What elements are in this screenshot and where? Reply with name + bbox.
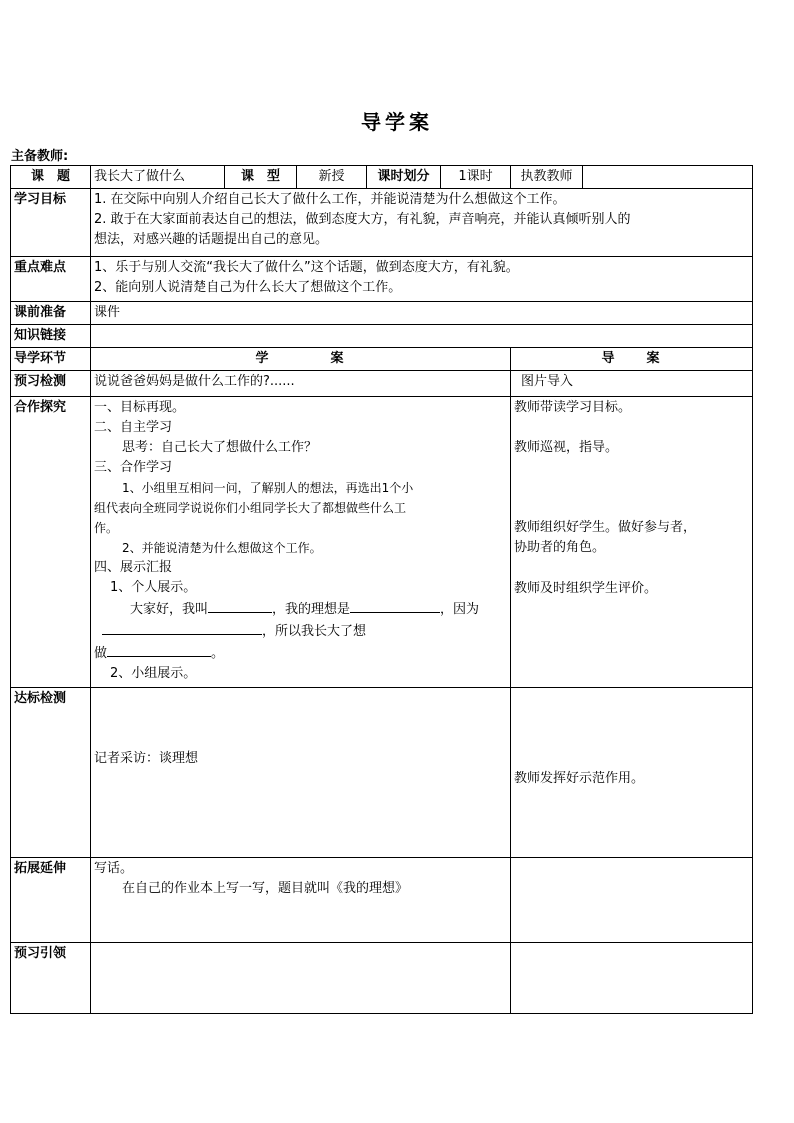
lesson-plan-table (10, 165, 753, 1014)
explore-line: 一、目标再现。 (94, 400, 186, 415)
fill-in-text: ，所以我长大了想 (262, 624, 367, 639)
key-points-label: 重点难点 (11, 257, 91, 302)
next-row (11, 943, 753, 1014)
lead-teacher-label: 主备教师: (11, 149, 69, 164)
extend-study (91, 858, 511, 943)
explore-guide (511, 397, 753, 688)
explore-line: 2、小组展示。 (110, 666, 197, 681)
check-study (91, 688, 511, 858)
check-guide-text: 教师发挥好示范作用。 (514, 771, 645, 786)
name-blank[interactable] (208, 598, 272, 613)
key-points-row (11, 257, 753, 302)
fill-in-text: 做 (94, 646, 108, 661)
guide-label: 导学环节 (11, 348, 91, 371)
fill-in-text: ，因为 (440, 602, 480, 617)
explore-line: 1、个人展示。 (110, 580, 197, 595)
fill-in-sentence (94, 642, 507, 664)
next-guide (511, 943, 753, 1014)
explore-line: 二、自主学习 (94, 420, 173, 435)
topic-value: 我长大了做什么 (91, 166, 225, 189)
fill-in-text: ，我的理想是 (272, 602, 351, 617)
knowledge-value (91, 325, 753, 348)
guide-line: 协助者的角色。 (514, 540, 606, 555)
exec-teacher-value (583, 166, 753, 189)
period-label: 课时划分 (367, 166, 441, 189)
next-label: 预习引领 (11, 943, 91, 1014)
explore-line: 作。 (94, 521, 119, 535)
extend-guide (511, 858, 753, 943)
goals-line: 2. 敢于在大家面前表达自己的想法，做到态度大方，有礼貌，声音响亮，并能认真倾听别人的 (94, 212, 631, 227)
reason-blank[interactable] (102, 620, 262, 635)
knowledge-label: 知识链接 (11, 325, 91, 348)
next-study (91, 943, 511, 1014)
prep-label: 课前准备 (11, 302, 91, 325)
check-study-text: 记者采访：谈理想 (94, 751, 199, 766)
goals-label: 学习目标 (11, 189, 91, 257)
preview-guide: 图片导入 (511, 371, 753, 397)
prep-row (11, 302, 753, 325)
guide-header-row (11, 348, 753, 371)
check-guide (511, 688, 753, 858)
extend-line: 写话。 (94, 861, 134, 876)
explore-line: 思考：自己长大了想做什么工作？ (122, 440, 318, 455)
explore-label: 合作探究 (11, 397, 91, 688)
key-point-line: 2、能向别人说清楚自己为什么长大了想做这个工作。 (94, 280, 402, 295)
preview-row (11, 371, 753, 397)
fill-in-sentence (94, 620, 507, 642)
preview-label: 预习检测 (11, 371, 91, 397)
guide-line: 教师组织好学生。做好参与者， (514, 520, 697, 535)
goals-line: 1. 在交际中向别人介绍自己长大了做什么工作，并能说清楚为什么想做这个工作。 (94, 192, 566, 207)
ideal-blank[interactable] (350, 598, 440, 613)
check-label: 达标检测 (11, 688, 91, 858)
explore-line: 三、合作学习 (94, 460, 173, 475)
goals-row (11, 189, 753, 257)
fill-in-text: 大家好，我叫 (130, 602, 209, 617)
explore-row (11, 397, 753, 688)
extend-line: 在自己的作业本上写一写，题目就叫《我的理想》 (122, 881, 409, 896)
header-row (11, 166, 753, 189)
explore-line: 2、并能说清楚为什么想做这个工作。 (122, 541, 322, 555)
check-row (11, 688, 753, 858)
study-plan-header: 学 案 (91, 348, 511, 371)
preview-study: 说说爸爸妈妈是做什么工作的?...... (91, 371, 511, 397)
explore-line: 四、展示汇报 (94, 560, 173, 575)
guide-line: 教师及时组织学生评价。 (514, 581, 658, 596)
guide-line: 教师巡视，指导。 (514, 440, 619, 455)
guide-line: 教师带读学习目标。 (514, 400, 632, 415)
knowledge-row (11, 325, 753, 348)
period-value: 1课时 (441, 166, 511, 189)
extend-label: 拓展延伸 (11, 858, 91, 943)
page-title: 导学案 (361, 110, 433, 134)
type-value: 新授 (297, 166, 367, 189)
fill-in-text: 。 (211, 646, 225, 661)
fill-in-sentence (94, 598, 507, 620)
goals-line: 想法，对感兴趣的话题提出自己的意见。 (94, 232, 329, 247)
explore-line: 1、小组里互相问一问，了解别人的想法，再选出1个小 (122, 481, 414, 495)
goals-content (91, 189, 753, 257)
explore-study (91, 397, 511, 688)
extend-row (11, 858, 753, 943)
type-label: 课 型 (225, 166, 297, 189)
explore-line: 组代表向全班同学说说你们小组同学长大了都想做些什么工 (94, 501, 407, 515)
key-points-content (91, 257, 753, 302)
topic-label: 课 题 (11, 166, 91, 189)
prep-value: 课件 (91, 302, 753, 325)
job-blank[interactable] (107, 642, 211, 657)
key-point-line: 1、乐于与别人交流“我长大了做什么”这个话题，做到态度大方，有礼貌。 (94, 260, 519, 275)
exec-teacher-label: 执教教师 (511, 166, 583, 189)
teaching-plan-header: 导 案 (511, 348, 753, 371)
